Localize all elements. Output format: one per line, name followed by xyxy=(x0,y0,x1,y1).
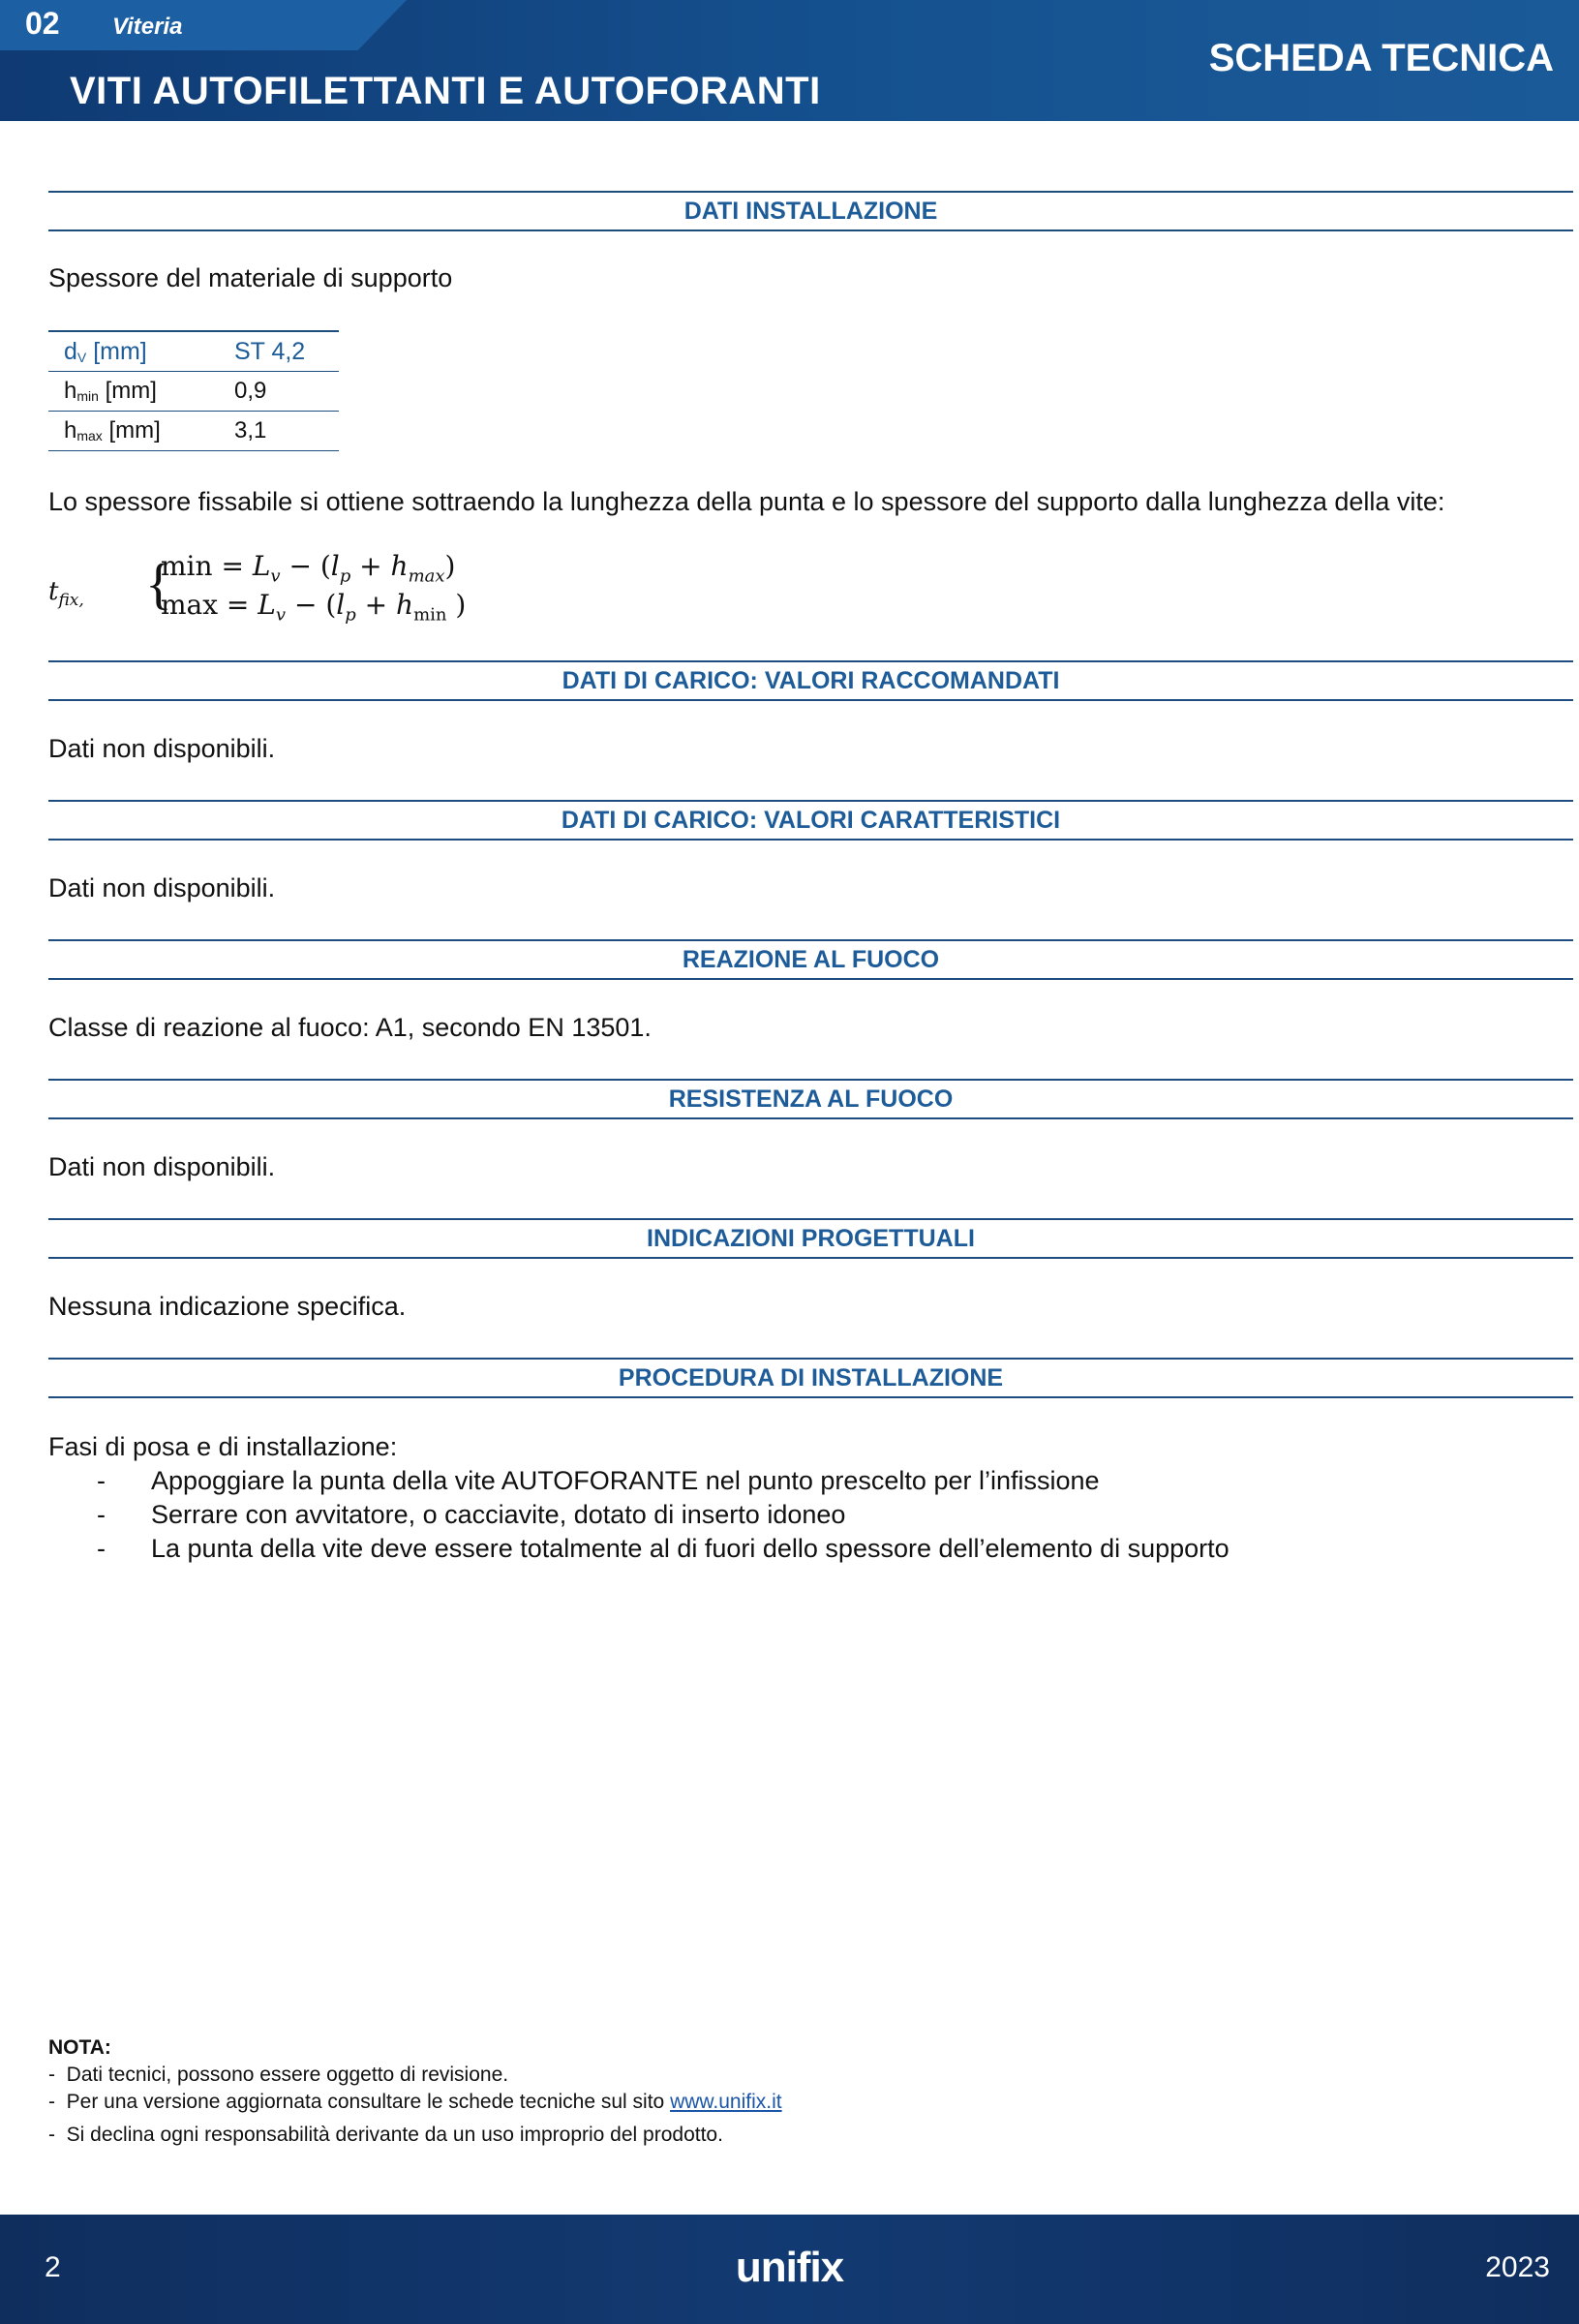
document-type: SCHEDA TECNICA xyxy=(1208,37,1554,79)
formula-brace: { xyxy=(145,552,172,615)
formula-tfix: $t_{fix,}$ xyxy=(48,577,84,611)
section-title: DATI DI CARICO: VALORI CARATTERISTICI xyxy=(561,807,1061,834)
section-header-progettuali xyxy=(48,1218,1573,1259)
page-title: VITI AUTOFILETTANTI E AUTOFORANTI xyxy=(70,70,821,112)
table-cell-value: 0,9 xyxy=(219,372,339,412)
section-title: RESISTENZA AL FUOCO xyxy=(668,1086,954,1113)
section-text: Dati non disponibili. xyxy=(48,1152,276,1181)
footer-year: 2023 xyxy=(1485,2251,1550,2283)
note-line: - Per una versione aggiornata consultare le schede tecniche sul sito www.unifix.it xyxy=(48,2091,782,2113)
section-text: Dati non disponibili. xyxy=(48,873,276,902)
page-footer xyxy=(0,2215,1579,2324)
chapter-number: 02 xyxy=(25,6,60,41)
section-header-procedura xyxy=(48,1358,1573,1398)
formula-description: Lo spessore fissabile si ottiene sottraendo la lunghezza della punta e lo spessore del supporto dalla lunghezza della vite: xyxy=(48,487,1445,516)
table-cell-label: $h_{min}$ [mm] xyxy=(48,372,219,412)
section-title: PROCEDURA DI INSTALLAZIONE xyxy=(618,1364,1004,1391)
section-header-carico-caratteristici xyxy=(48,800,1573,841)
table-cell-label: $d_V$ [mm] xyxy=(48,331,219,372)
section-text: Dati non disponibili. xyxy=(48,734,276,763)
note-title: NOTA: xyxy=(48,2036,111,2059)
table-row xyxy=(48,331,339,372)
table-row xyxy=(48,372,339,412)
note-line: - Dati tecnici, possono essere oggetto di revisione. xyxy=(48,2064,509,2086)
page-number: 2 xyxy=(45,2251,61,2283)
chapter-tab xyxy=(0,0,407,50)
table-cell-value: ST 4,2 xyxy=(219,331,339,372)
table-row xyxy=(48,412,339,451)
thickness-formula xyxy=(48,550,484,627)
website-link[interactable]: www.unifix.it xyxy=(670,2091,782,2113)
support-thickness-table xyxy=(48,330,339,451)
section-text: Classe di reazione al fuoco: A1, secondo EN 13501. xyxy=(48,1013,652,1042)
section-text: Nessuna indicazione specifica. xyxy=(48,1292,407,1321)
section-header-installazione xyxy=(48,191,1573,231)
section-title: DATI INSTALLAZIONE xyxy=(683,198,938,225)
list-item: - Appoggiare la punta della vite AUTOFORANTE nel punto prescelto per l’infissione xyxy=(97,1466,1100,1495)
section-header-carico-raccomandati xyxy=(48,660,1573,701)
table-cell-label: $h_{max}$ [mm] xyxy=(48,412,219,451)
list-item: - La punta della vite deve essere totalmente al di fuori dello spessore dell’elemento di supporto xyxy=(97,1534,1230,1563)
support-thickness-label: Spessore del materiale di supporto xyxy=(48,263,453,292)
formula-line-min: $\min = L_v - (l_p + h_{max})$ xyxy=(161,550,456,587)
list-item: - Serrare con avvitatore, o cacciavite, dotato di inserto idoneo xyxy=(97,1500,846,1529)
table-cell-value: 3,1 xyxy=(219,412,339,451)
section-title: INDICAZIONI PROGETTUALI xyxy=(647,1225,975,1252)
formula-line-max: $\max = L_v - (l_p + h_{min}$ ) xyxy=(161,589,467,626)
page-header xyxy=(0,0,1579,121)
section-title: REAZIONE AL FUOCO xyxy=(682,946,940,973)
note-line: - Si declina ogni responsabilità derivante da un uso improprio del prodotto. xyxy=(48,2124,723,2146)
section-title: DATI DI CARICO: VALORI RACCOMANDATI xyxy=(562,667,1060,694)
section-header-resistenza-fuoco xyxy=(48,1079,1573,1119)
brand-logo: unifix xyxy=(735,2244,844,2291)
chapter-name: Viteria xyxy=(112,14,183,40)
section-header-reazione-fuoco xyxy=(48,939,1573,980)
procedure-intro: Fasi di posa e di installazione: xyxy=(48,1432,398,1461)
